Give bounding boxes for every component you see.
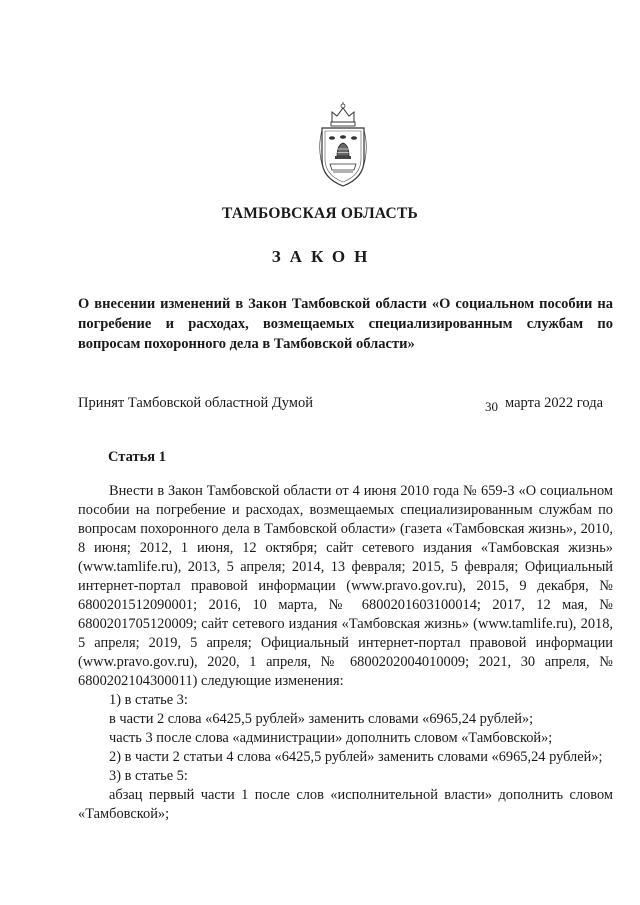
article-paragraph: в части 2 слова «6425,5 рублей» заменить словами «6965,24 рублей»; bbox=[109, 711, 534, 727]
adoption-day: 30 bbox=[485, 399, 498, 414]
article-paragraph: 2) в части 2 статьи 4 слова «6425,5 рублей» заменить словами «6965,24 рублей»; bbox=[109, 749, 603, 765]
law-title: О внесении изменений в Закон Тамбовской области «О социальном пособии на погребение и расходах, возмещаемых специализированным службам по вопросам похоронного дела в Тамбовской области» bbox=[78, 296, 613, 352]
article-heading: Статья 1 bbox=[108, 449, 166, 465]
article-body bbox=[78, 482, 613, 824]
region-heading: ТАМБОВСКАЯ ОБЛАСТЬ bbox=[222, 205, 418, 222]
article-paragraph: Внести в Закон Тамбовской области от 4 июня 2010 года № 659-З «О социальном пособии на погребение и расходах, возмещаемых специализированным службам по вопросам похоронного дела в Тамбовской области» (газета «Тамбовская жизнь», 2010, 8 июня; 2012, 1 июня, 12 октября; сайт сетевого издания «Тамбовская жизнь» (www.tamlife.ru), 2013, 5 апреля; 2014, 13 февраля; 2015, 5 февраля; Официальный интернет-портал правовой информации (www.pravo.gov.ru), 2015, 9 декабря, № 6800201512090001; 2016, 10 марта, № 6800201603100014; 2017, 12 мая, № 6800201705120009; сайт сетевого издания «Тамбовская жизнь» (www.tamlife.ru), 2018, 5 апреля; 2019, 5 апреля; Официальный интернет-портал правовой информации (www.pravo.gov.ru), 2020, 1 апреля, № 6800202004010009; 2021, 30 апреля, № 6800202104300011) следующие изменения: bbox=[78, 483, 613, 689]
document-type-heading: ЗАКОН bbox=[271, 247, 377, 266]
article-paragraph: 1) в статье 3: bbox=[109, 692, 188, 708]
adoption-date bbox=[485, 395, 603, 412]
article-paragraph: 3) в статье 5: bbox=[109, 768, 188, 784]
adoption-month-year: марта 2022 года bbox=[505, 395, 604, 411]
article-paragraph: часть 3 после слова «администрации» дополнить словом «Тамбовской»; bbox=[109, 730, 553, 746]
article-paragraph: абзац первый части 1 после слов «исполнительной власти» дополнить словом «Тамбовской»; bbox=[78, 787, 613, 822]
adopted-by: Принят Тамбовской областной Думой bbox=[78, 395, 313, 411]
tambov-coat-of-arms-icon bbox=[318, 100, 368, 188]
